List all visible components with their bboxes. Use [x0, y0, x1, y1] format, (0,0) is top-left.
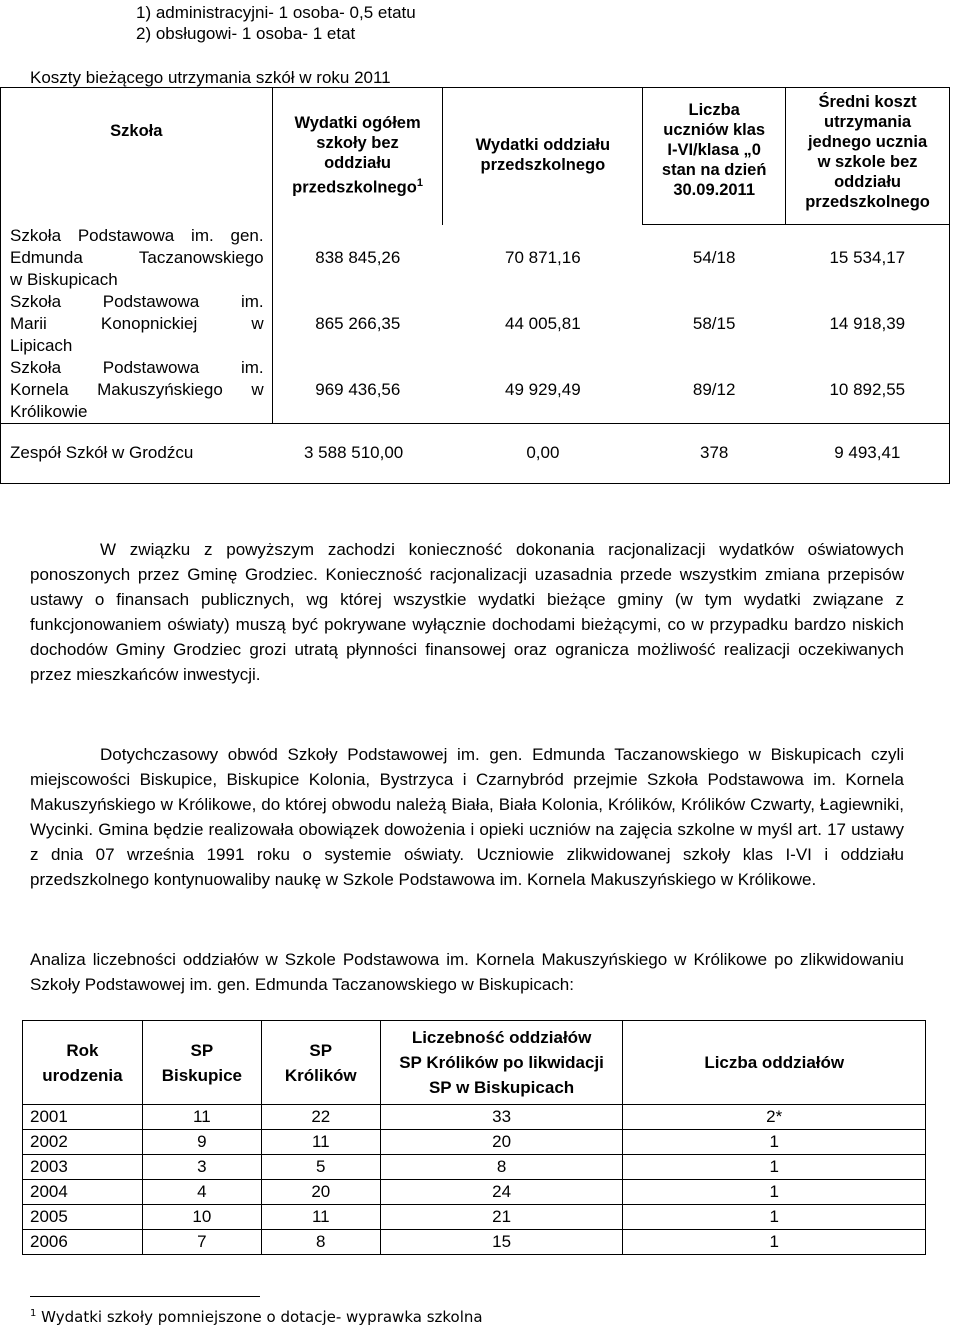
table-row: [23, 1105, 926, 1130]
table-cell: 11: [261, 1130, 380, 1155]
table-cell: 7: [142, 1230, 261, 1255]
table-cell: 9: [142, 1130, 261, 1155]
school-name-cell: Zespół Szkół w Grodźcu 3 588 510,00: [1, 423, 443, 483]
table-cell: 1: [623, 1180, 926, 1205]
school-name-cell: Szkoła Podstawowa im. Kornela Makuszyńskiego w Królikowie: [1, 357, 273, 424]
table-cell: 1: [623, 1155, 926, 1180]
table-cell: 15: [380, 1230, 623, 1255]
table-cell: 22: [261, 1105, 380, 1130]
paragraph-district: Dotychczasowy obwód Szkoły Podstawowej im. gen. Edmunda Taczanowskiego w Biskupicach czyli miejscowości Biskupice, Biskupice Kolonia, Bystrzyca i Czarnybród przejmie Szkoła Podstawowa im. Kornela Makuszyńskiego w Królikowe, do której obwodu należą Biała, Biała Kolonia, Królików, Królików Czwarty, Łagiewniki, Wycinki. Gmina będzie realizowała obowiązek dowożenia i opieki uczniów na zajęcia szkolne w myśl art. 17 ustawy z dnia 07 września 1991 roku o systemie oświaty. Uczniowie zlikwidowanej szkoły klas I-VI i oddziału przedszkolnego kontynuowaliby naukę w Szkole Podstawowa im. Kornela Makuszyńskiego w Królikowe.: [30, 745, 904, 889]
table-cell: 1: [623, 1130, 926, 1155]
table-cell: 2002: [23, 1130, 143, 1155]
table-cell: 2004: [23, 1180, 143, 1205]
table-cell: 1: [623, 1205, 926, 1230]
table-cell: 15 534,17: [786, 225, 950, 291]
table-cell: 2003: [23, 1155, 143, 1180]
header-birth-year: Rok urodzenia: [23, 1021, 143, 1105]
paragraph-rationale: W związku z powyższym zachodzi konieczność dokonania racjonalizacji wydatków oświatowych ponoszonych przez Gminę Grodziec. Konieczność racjonalizacji uzasadnia przede wszystkim zmiana przepisów ustawy o finansach publicznych, wg której wszystkie wydatki bieżące gminy (w tym wydatki związane z funkcjonowaniem oświaty) muszą być pokrywane wyłącznie dochodami bieżącymi, co w przypadku bardzo niskich dochodów Gminy Grodziec grozi utratą płynności finansowej oraz ogranicza możliwość realizacji oczekiwanych przez mieszkańców inwestycji.: [30, 540, 904, 684]
table-cell: 8: [261, 1230, 380, 1255]
table-row: [23, 1180, 926, 1205]
table-cell: 33: [380, 1105, 623, 1130]
school-name-cell: Szkoła Podstawowa im. gen. Edmunda Taczanowskiego w Biskupicach: [1, 225, 273, 291]
table-row: [23, 1205, 926, 1230]
table-cell: 1: [623, 1230, 926, 1255]
header-pupil-count: Liczba uczniów klas I-VI/klasa „0 stan na dzień 30.09.2011: [643, 88, 786, 225]
table-cell: 865 266,35: [315, 313, 401, 333]
table-cell: 838 845,26: [315, 247, 401, 267]
header-sp-krolikow: SP Królików: [261, 1021, 380, 1105]
table-cell: 54/18: [692, 247, 736, 267]
table-cell: 49 929,49: [443, 357, 643, 424]
header-combined-size: Liczebność oddziałów SP Królików po likwidacji SP w Biskupicach: [380, 1021, 623, 1105]
table-cell: 70 871,16: [505, 247, 581, 267]
table-cell: 20: [380, 1130, 623, 1155]
table-cell: 9 493,41: [786, 423, 950, 483]
table-cell: 20: [261, 1180, 380, 1205]
table-row: [23, 1155, 926, 1180]
header-preschool-expenses: Wydatki oddziału przedszkolnego: [443, 88, 643, 225]
table-cell: 5: [261, 1155, 380, 1180]
table-cell: 24: [380, 1180, 623, 1205]
table-cell: 10: [142, 1205, 261, 1230]
list-item: 2) obsługowi- 1 osoba- 1 etat: [136, 24, 356, 43]
costs-table: [0, 87, 950, 484]
header-total-expenses: Wydatki ogółem szkoły bez oddziału przedszkolnego$^1$: [272, 88, 443, 225]
class-size-table: [22, 1020, 926, 1255]
table-cell: 11: [142, 1105, 261, 1130]
table-cell: 8: [380, 1155, 623, 1180]
table-row: [23, 1130, 926, 1155]
table-cell: 378: [643, 423, 786, 483]
table-cell: 2001: [23, 1105, 143, 1130]
header-average-cost: Średni koszt utrzymania jednego ucznia w szkole bez oddziału przedszkolnego: [786, 88, 950, 225]
table-row: [23, 1230, 926, 1255]
table-cell: 4: [142, 1180, 261, 1205]
header-school: Szkoła: [1, 88, 273, 225]
paragraph-analysis: Analiza liczebności oddziałów w Szkole Podstawowa im. Kornela Makuszyńskiego w Królikowe po zlikwidowaniu Szkoły Podstawowej im. gen. Edmunda Taczanowskiego w Biskupicach:: [30, 950, 904, 994]
table-cell: 2*: [623, 1105, 926, 1130]
table-cell: 11: [261, 1205, 380, 1230]
footnote-divider: [30, 1296, 260, 1297]
table-cell: 3: [142, 1155, 261, 1180]
header-sp-biskupice: SP Biskupice: [142, 1021, 261, 1105]
school-name-cell: Szkoła Podstawowa im. Marii Konopnickiej w Lipicach: [1, 291, 273, 357]
table-cell: 2006: [23, 1230, 143, 1255]
table-cell: 10 892,55: [786, 357, 950, 424]
table-cell: 58/15: [692, 313, 736, 333]
costs-title: Koszty bieżącego utrzymania szkół w roku 2011: [30, 68, 391, 87]
footnote: $^1$ Wydatki szkoły pomniejszone o dotacje- wyprawka szkolna: [30, 1308, 483, 1326]
table-cell: 21: [380, 1205, 623, 1230]
table-cell: 44 005,81: [505, 313, 581, 333]
table-cell: 969 436,56: [272, 357, 443, 424]
list-item: 1) administracyjni- 1 osoba- 0,5 etatu: [136, 3, 416, 22]
table-cell: 2005: [23, 1205, 143, 1230]
table-cell: 0,00: [443, 423, 643, 483]
header-class-count: Liczba oddziałów: [623, 1021, 926, 1105]
table-cell: 14 918,39: [786, 291, 950, 357]
table-cell: 89/12: [643, 357, 786, 424]
